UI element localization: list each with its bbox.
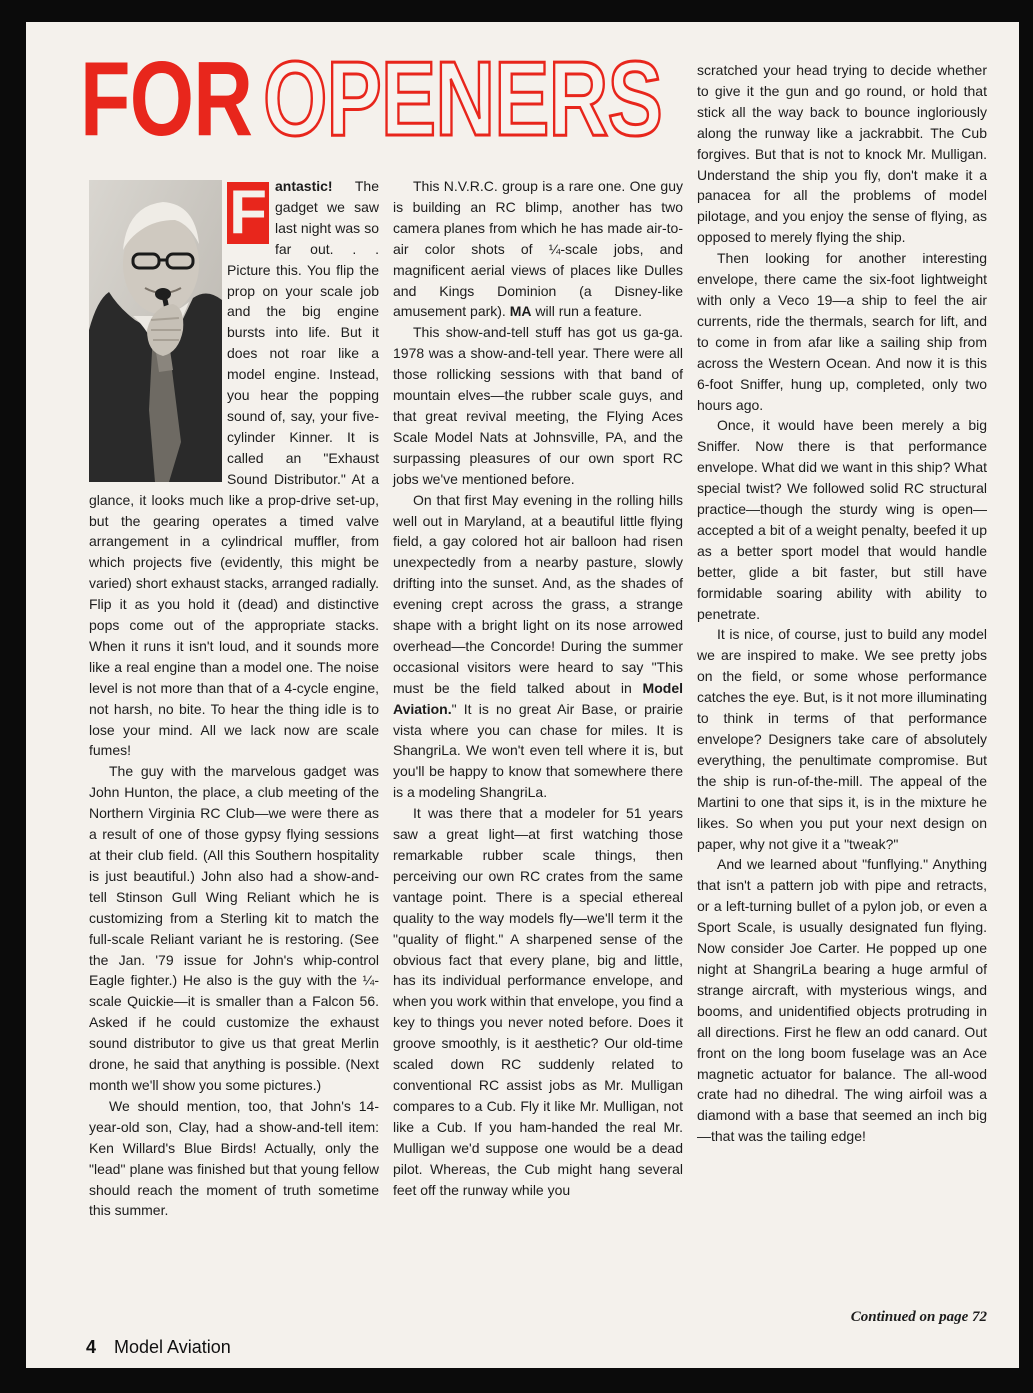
col2-paragraph-3: On that first May evening in the rolling hills well out in Maryland, at a beautiful little flying field, a gay colored hot air balloon had risen unexpectedly from a nearby pasture, slowly drifting into the sunset. And, as the shades of evening crept across the grass, a strange shape with a bright light on its nose arrowed overhead—the Concorde! During the summer occasional visitors were heard to say "This must be the field talked about in Model Aviation." It is no great Air Base, or prairie vista where you can chase for miles. It is ShangriLa. We won't even tell where it is, but you'll be happy to know that somewhere there is a modeling ShangriLa. xyxy=(393,491,683,801)
col1-paragraph-2: The guy with the marvelous gadget was John Hunton, the place, a club meeting of the Northern Virginia RC Club—we were there as a result of one of those gypsy flying sessions at their club field. (All this Southern hospitality is just beautiful.) John also had a show-and-tell Stinson Gull Wing Reliant which he is customizing from a Sterling kit to match the full-scale Reliant variant he is restoring. (See the Jan. '79 issue for John's whip-control Eagle fighter.) He also is the guy with the ¼-scale Quickie—it is smaller than a Falcon 56. Asked if he could customize the exhaust sound distributor to give us that great Merlin drone, he said that anything is possible. (Next month we'll show you some pictures.) xyxy=(89,763,379,1093)
drop-cap: F xyxy=(227,182,269,244)
col2-paragraph-1: This N.V.R.C. group is a rare one. One guy is building an RC blimp, another has two camera planes from which he has made air-to-air color shots of ¼-scale jobs, and magnificent aerial views of places like Dulles and Kings Dominion (a Disney-like amusement park). MA will run a feature. xyxy=(393,178,683,320)
col2-paragraph-4: It was there that a modeler for 51 years saw a great light—at first watching those remarkable rubber scale things, then perceiving our own RC crates from the same vantage point. There is a special ethereal quality to the way models fly—we'll term it the "quality of flight." A sharpened sense of the obvious fact that every plane, big and little, has its individual performance envelope, and when you work within that envelope, you find a key to things you never noted before. Does it groove smoothly, is it aesthetic? Our old-time scaled down RC suddenly related to conventional RC assist jobs as Mr. Mulligan compares to a Cub. Fly it like Mr. Mulligan, not like a Cub. If you ham-handed the real Mr. Mulligan we'd suppose one would be a dead pilot. Whereas, the Cub might hang several feet off the runway while you xyxy=(393,805,683,1198)
continued-note: Continued on page 72 xyxy=(850,1309,987,1325)
col3-paragraph-3: Once, it would have been merely a big Sniffer. Now there is that performance envelope. What did we want in this ship? What special twist? We followed solid RC structural practice—though the sturdy wing is open—accepted a bit of a weight penalty, beefed it up as a better sport model that would handle better, glide a bit faster, but still have formidable soaring ability with ability to penetrate. xyxy=(697,417,987,622)
article-title xyxy=(80,37,662,162)
col1-p1-text: The gadget we saw last night was so far out. . . Picture this. You flip the prop on your scale job and the big engine bursts into life. But it does not roar like a model engine. Instead, you hear the popping sound of, say, your five-cylinder Kinner. It is called an "Exhaust Sound Distributor." At a glance, it looks much like a prop-drive set-up, but the gearing operates a timed valve arrangement in a cylindrical muffler, from which projects five (evidently, this might be varied) short exhaust stacks, arranged radially. Flip it as you hold it (dead) and distinctive pops come out of the appropriate stacks. When it runs it isn't loud, and it sounds more like a real engine than a model one. The noise level is not more than that of a 4-cycle engine, not harsh, no bite. To hear the thing idle is to lose your mind. All we lack now are scale fumes! xyxy=(89,178,379,759)
column-2 xyxy=(393,176,683,1200)
col1-paragraph-1 xyxy=(89,176,379,761)
col3-paragraph-5: And we learned about "funflying." Anything that isn't a pattern job with pipe and retracts, or a left-turning bullet of a pylon job, or even a Sport Scale, is usually designated fun flying. Now consider Joe Carter. He popped up one night at ShangriLa bearing a huge armful of strange aircraft, with mysterious wings, and booms, and unidentified objects protruding in all directions. First he flew an odd canard. Out front on the long boom fuselage was an Ace magnetic actuator for balance. The all-wood crate had no dihedral. The wing airfoil was a diamond with a base that seemed an inch big—that was the tailing edge! xyxy=(697,856,987,1145)
col3-paragraph-1: scratched your head trying to decide whether to give it the gun and go round, or hold that stick all the way back to bounce ingloriously along the runway like a jackrabbit. The Cub forgives. But that is not to knock Mr. Mulligan. Understand the ship you fly, don't make it a panacea for all the problems of model pilotage, and you enjoy the sense of flying, as opposed to merely flying the ship. xyxy=(697,62,987,246)
col1-paragraph-3: We should mention, too, that John's 14-year-old son, Clay, had a show-and-tell item: Ken Willard's Blue Birds! Actually, only the "lead" plane was finished but that young fellow should reach the moment of truth sometime this summer. xyxy=(89,1097,379,1219)
col3-paragraph-2: Then looking for another interesting envelope, there came the six-foot lightweight with only a Veco 19—a ship to feel the air currents, ride the thermals, search for lift, and to come in from afar like a sailing ship from across the Western Ocean. And now it is this 6-foot Sniffer, hung up, completed, only two hours ago. xyxy=(697,250,987,413)
page-number: 4 xyxy=(86,1337,97,1357)
title-for: FOR xyxy=(80,40,253,158)
lead-word: antastic! xyxy=(275,178,333,194)
col2-paragraph-2: This show-and-tell stuff has got us ga-ga. 1978 was a show-and-tell year. There were all those rollicking sessions with that band of mountain elves—the rubber scale guys, and that great revival meeting, the Flying Aces Scale Model Nats at Johnsville, PA, and the surpassing pleasures of our own sport RC jobs we've mentioned before. xyxy=(393,324,683,487)
magazine-name: Model Aviation xyxy=(114,1337,231,1357)
title-openers: OPENERS xyxy=(263,40,662,158)
column-1 xyxy=(89,176,379,1221)
column-3 xyxy=(697,60,987,1147)
page-footer xyxy=(86,1337,231,1358)
col3-paragraph-4: It is nice, of course, just to build any model we are inspired to make. We see pretty jobs on the field, or some whose performance catches the eye. But, is it not more illuminating to think in terms of that performance envelope? Designers take care of absolutely everything, the penultimate compromise. But the ship is run-of-the-mill. The appeal of the Martini to one that sips it, is in the mixture he likes. So when you put your next design on paper, why not give it a "tweak?" xyxy=(697,626,987,852)
